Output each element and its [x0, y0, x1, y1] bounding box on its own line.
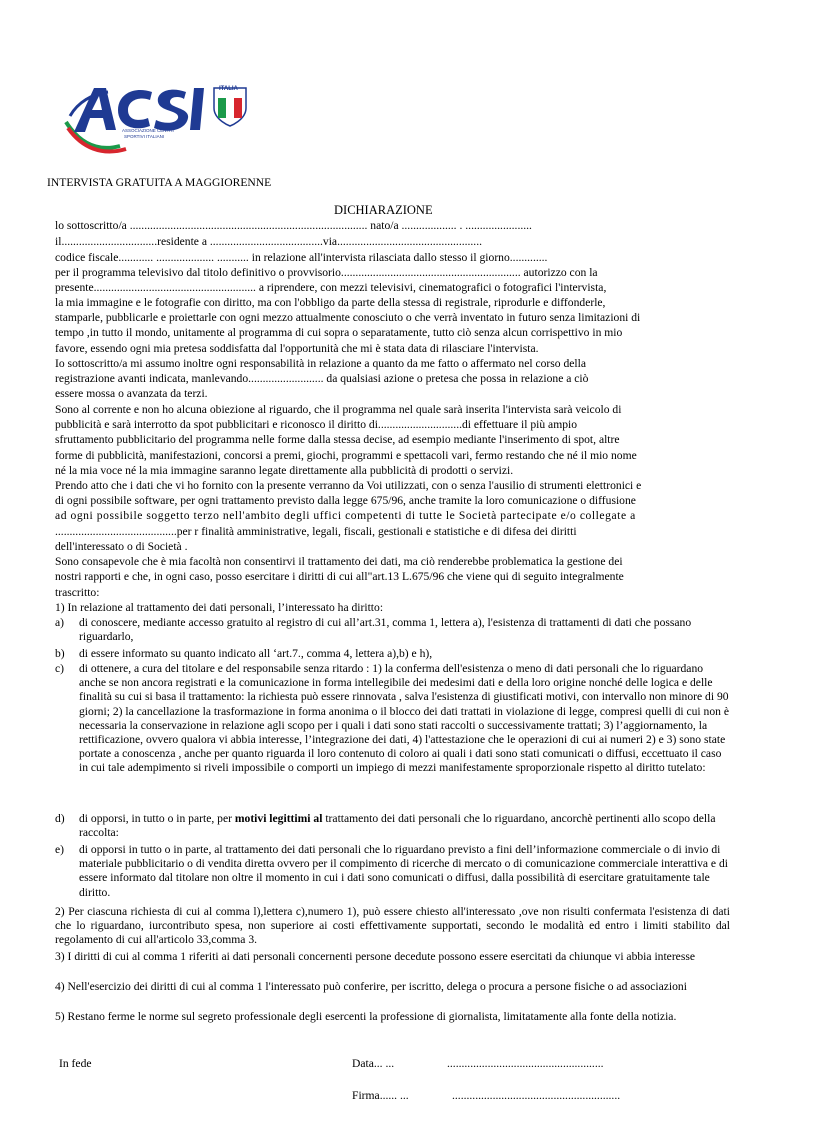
- list-item-label: c): [55, 662, 65, 675]
- list-item-label: d): [55, 812, 65, 825]
- list-item: [55, 843, 730, 900]
- list-item-text: di conoscere, mediante accesso gratuito al registro di cui all’art.31, comma 1, lettera a), l'esistenza di trattamenti di dati che possano riguardarlo,: [79, 616, 692, 644]
- body-line: Io sottoscritto/a mi assumo inoltre ogni responsabilità in relazione a quanto da me fatto o affermato nel corso della: [55, 357, 587, 370]
- body-line: Sono consapevole che è mia facoltà non consentirvi il trattamento dei dati, ma ciò renderebbe problematica la gestione dei: [55, 555, 623, 568]
- acsi-logo-graphic: [60, 82, 260, 160]
- list-item-text: [79, 812, 730, 840]
- body-line: sfruttamento pubblicitario del programma nelle forme dalla stessa decise, ad esempio mediante l'inserimento di spot, altre: [55, 433, 620, 446]
- logo-brand: [60, 82, 62, 83]
- body-line: trascritto:: [55, 586, 100, 599]
- body-line: ad ogni possibile soggetto terzo nell'ambito degli uffici competenti di tutte le Società partecipate e/o collegate a: [55, 509, 636, 522]
- list-item-text-before: di opporsi, in tutto o in parte, per: [79, 812, 235, 825]
- body-line: essere mossa o avanzata da terzi.: [55, 387, 208, 400]
- body-line: forme di pubblicità, manifestazioni, concorsi a premi, giochi, programmi e spettacoli vari, fermo restando che né il mio nome: [55, 449, 637, 462]
- body-line: dell'interessato o di Società .: [55, 540, 188, 553]
- paragraph-5: 5) Restano ferme le norme sul segreto professionale degli esercenti la professione di giornalista, limitatamente alla fonte della notizia.: [55, 1010, 677, 1023]
- body-line: lo sottoscritto/a .................................................................................. nato/a ................... . .......................: [55, 219, 532, 232]
- document-subject: INTERVISTA GRATUITA A MAGGIORENNE: [47, 176, 272, 189]
- acsi-logo: [60, 82, 260, 160]
- date-line[interactable]: ......................................................: [447, 1057, 604, 1070]
- body-line: stamparle, pubblicarle e proiettarle con ogni mezzo attualmente conosciuto o che verrà inventato in futuro senza limitazioni di: [55, 311, 641, 324]
- body-line: il.................................residente a .......................................via..................................................: [55, 235, 483, 248]
- list-item: [55, 616, 730, 644]
- list-item: [55, 812, 730, 840]
- logo-tagline-1: ASSOCIAZIONE CENTRI: [122, 128, 174, 133]
- list-item-label: e): [55, 843, 65, 856]
- paragraph-3: 3) I diritti di cui al comma 1 riferiti ai dati personali concernenti persone decedute possono essere esercitati da chiunque vi abbia interesse: [55, 950, 695, 963]
- body-line: registrazione avanti indicata, manlevando.......................... da qualsiasi azione o pretesa che possa in relazione a ciò: [55, 372, 589, 385]
- body-line: la mia immagine e le fotografie con diritto, ma con l'obbligo da parte della stessa di registrale, riprodurle e diffonderle,: [55, 296, 606, 309]
- list-item-text: di ottenere, a cura del titolare e del responsabile senza ritardo : 1) la conferma dell'esistenza o meno di dati personali che lo riguardano anche se non ancora registrati e la comunicazione in forma intellegibile dei medesimi dati e della loro origine nonché delle logica e delle finalità su cui si basa il trattamento: la richiesta può essere rinnovata , salva l'esistenza di giustificati motivi, con intervallo non minore di 90 giorni; 2) la cancellazione la trasformazione in forma anonima o il blocco dei dati trattati in violazione di legge, compresi quelli di cui non è necessaria la conservazione in relazione agli scopo per i quali i dati sono stati raccolti o successivamente trattati; 3) l’aggiornamento, la rettificazione, ovvero qualora vi abbia interesse, l’integrazione dei dati, 4) l'attestazione che le operazioni di cui ai numeri 2) e 3) sono state portate a conoscenza , anche per quanto riguarda il loro contenuto di coloro ai quali i dati sono stati comunicati o diffusi, eccettuato il caso in cui tale adempimento si riveli impossibile o comporti un impiego di mezzi manifestamente sproporzionale rispetto al diritto tutelato:: [79, 662, 729, 775]
- rights-intro: 1) In relazione al trattamento dei dati personali, l’interessato ha diritto:: [55, 601, 384, 614]
- paragraph-4: 4) Nell'esercizio dei diritti di cui al comma 1 l'interessato può conferire, per iscritto, delega o procura a persone fisiche o ad associazioni: [55, 980, 687, 993]
- body-line: presente........................................................ a riprendere, con mezzi televisivi, cinematografici o fotografici l'intervista,: [55, 281, 607, 294]
- body-line: pubblicità e sarà interrotto da spot pubblicitari e riconosco il diritto di.............................di effettuare il più ampio: [55, 418, 578, 431]
- body-line: ..........................................per r finalità amministrative, legali, fiscali, gestionali e statistiche e di difesa dei diritti: [55, 525, 577, 538]
- list-item-text: di opporsi in tutto o in parte, al trattamento dei dati personali che lo riguardano previsto a fini dell’informazione commerciale o di invio di materiale pubblicitario o di vendita diretta ovvero per il compimento di ricerche di mercato o di comunicazione commerciale interattiva e di essere informato dal titolare non oltre il momento in cui i dati sono comunicati o diffusi, dalla possibilità di esercitare gratuitamente tale diritto.: [79, 843, 728, 899]
- list-item-text: di essere informato su quanto indicato all ‘art.7., comma 4, lettera a),b) e h),: [79, 647, 433, 660]
- body-line: né la mia voce né la mia immagine saranno legate direttamente alla pubblicità di prodotti o servizi.: [55, 464, 514, 477]
- paragraph-2: 2) Per ciascuna richiesta di cui al comma l),lettera c),numero 1), può essere chiesto all'interessato ,ove non risulti confermata l'esistenza di dati che lo riguardano, iurcontributo spesa, non superiore ai costi effettivamente supportati, secondo le modalità ed entro i limiti stabilito dal regolamento di cui all'articolo 33,comma 3.: [55, 905, 730, 946]
- list-item-text-after: trattamento dei dati personali che lo riguardano, ancorchè pertinenti allo scopo della raccolta:: [79, 812, 716, 840]
- list-item-text-bold: motivi legittimi al: [234, 812, 323, 825]
- body-line: tempo ,in tutto il mondo, unitamente al programma di cui sopra o separatamente, tutto ciò senza alcun corrispettivo in mio: [55, 326, 623, 339]
- list-item-label: b): [55, 647, 65, 660]
- body-line: favore, essendo ogni mia pretesa soddisfatta dal l'opportunità che mi è stata data di rilasciare l'intervista.: [55, 342, 539, 355]
- body-line: di ogni possibile software, per ogni trattamento previsto dalla legge 675/96, anche tramite la loro comunicazione o diffusione: [55, 494, 636, 507]
- signature-line[interactable]: ..........................................................: [452, 1089, 621, 1102]
- body-line: per il programma televisivo dal titolo definitivo o provvisorio.............................................................. autorizzo con la: [55, 266, 598, 279]
- logo-badge-label: ITALIA: [219, 86, 238, 92]
- document-title: DICHIARAZIONE: [334, 203, 433, 217]
- in-fede-label: In fede: [59, 1057, 92, 1070]
- body-line: codice fiscale............ .................... ........... in relazione all'intervista rilasciata dallo stesso il giorno.............: [55, 251, 548, 264]
- body-line: nostri rapporti e che, in ogni caso, posso esercitare i diritti di cui all"art.13 L.675/96 che viene qui di seguito integralmente: [55, 570, 624, 583]
- italia-shield-icon: [214, 88, 246, 126]
- list-item: [55, 662, 730, 776]
- list-item-label: a): [55, 616, 65, 629]
- logo-tagline-2: SPORTIVI ITALIANI: [124, 134, 165, 139]
- signature-label: Firma...... ...: [352, 1089, 409, 1102]
- list-item: [55, 647, 730, 661]
- date-label: Data... ...: [352, 1057, 395, 1070]
- body-line: Sono al corrente e non ho alcuna obiezione al riguardo, che il programma nel quale sarà inserita l'intervista sarà veicolo di: [55, 403, 622, 416]
- body-line: Prendo atto che i dati che vi ho fornito con la presente verranno da Voi utilizzati, con o senza l'ausilio di strumenti elettronici e: [55, 479, 642, 492]
